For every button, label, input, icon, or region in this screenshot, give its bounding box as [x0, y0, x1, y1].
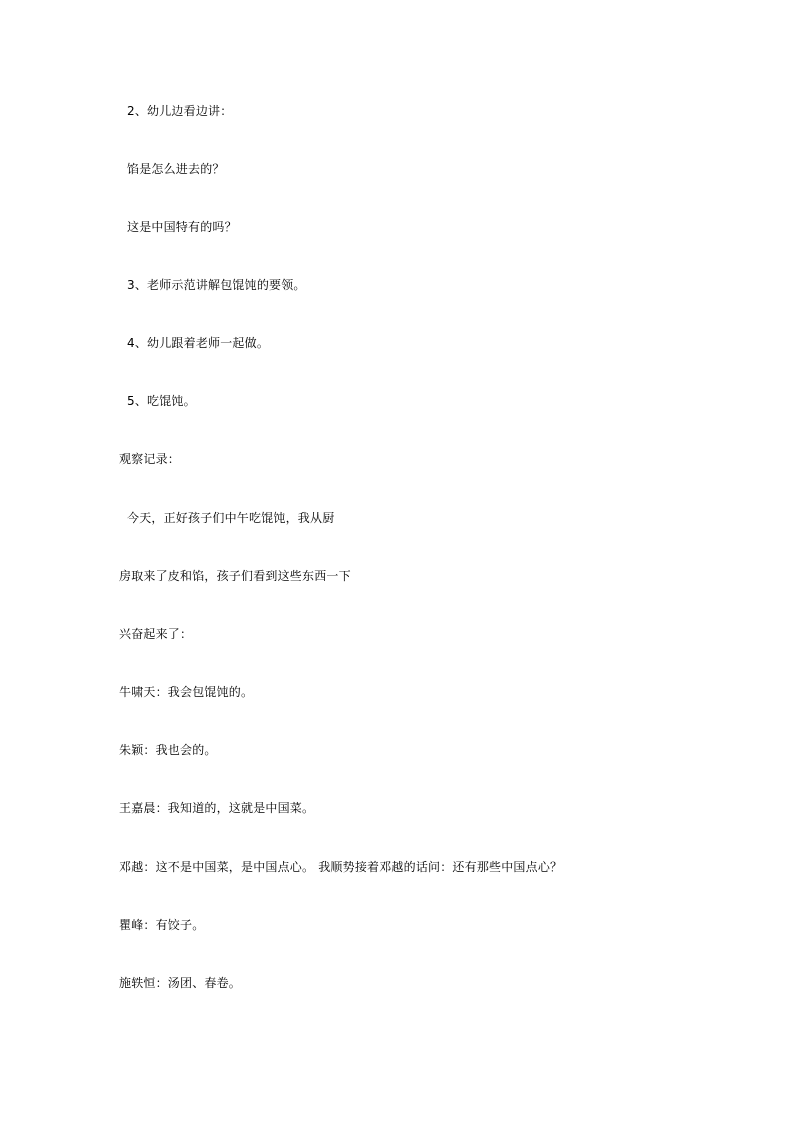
dialogue-line: 瞿峰：有饺子。 — [119, 918, 205, 932]
question-line: 馅是怎么进去的？ — [127, 162, 225, 176]
dialogue-line: 邓越：这不是中国菜，是中国点心。 我顺势接着邓越的话问：还有那些中国点心？ — [119, 860, 563, 874]
dialogue-line: 施轶恒：汤团、春卷。 — [119, 976, 242, 990]
dialogue-line: 牛啸天：我会包馄饨的。 — [119, 685, 254, 699]
paragraph-line: 兴奋起来了： — [119, 627, 193, 641]
dialogue-line: 王嘉晨：我知道的，这就是中国菜。 — [119, 801, 315, 815]
dialogue-line: 朱颖：我也会的。 — [119, 743, 217, 757]
step-5-line: 5、吃馄饨。 — [127, 394, 196, 408]
question-line: 这是中国特有的吗？ — [127, 220, 237, 234]
step-2-line: 2、幼儿边看边讲： — [127, 104, 233, 118]
step-4-line: 4、幼儿跟着老师一起做。 — [127, 336, 270, 350]
section-heading: 观察记录： — [119, 452, 181, 466]
paragraph-line: 今天，正好孩子们中午吃馄饨，我从厨 — [127, 511, 335, 525]
step-3-line: 3、老师示范讲解包馄饨的要领。 — [127, 278, 306, 292]
paragraph-line: 房取来了皮和馅，孩子们看到这些东西一下 — [119, 569, 351, 583]
